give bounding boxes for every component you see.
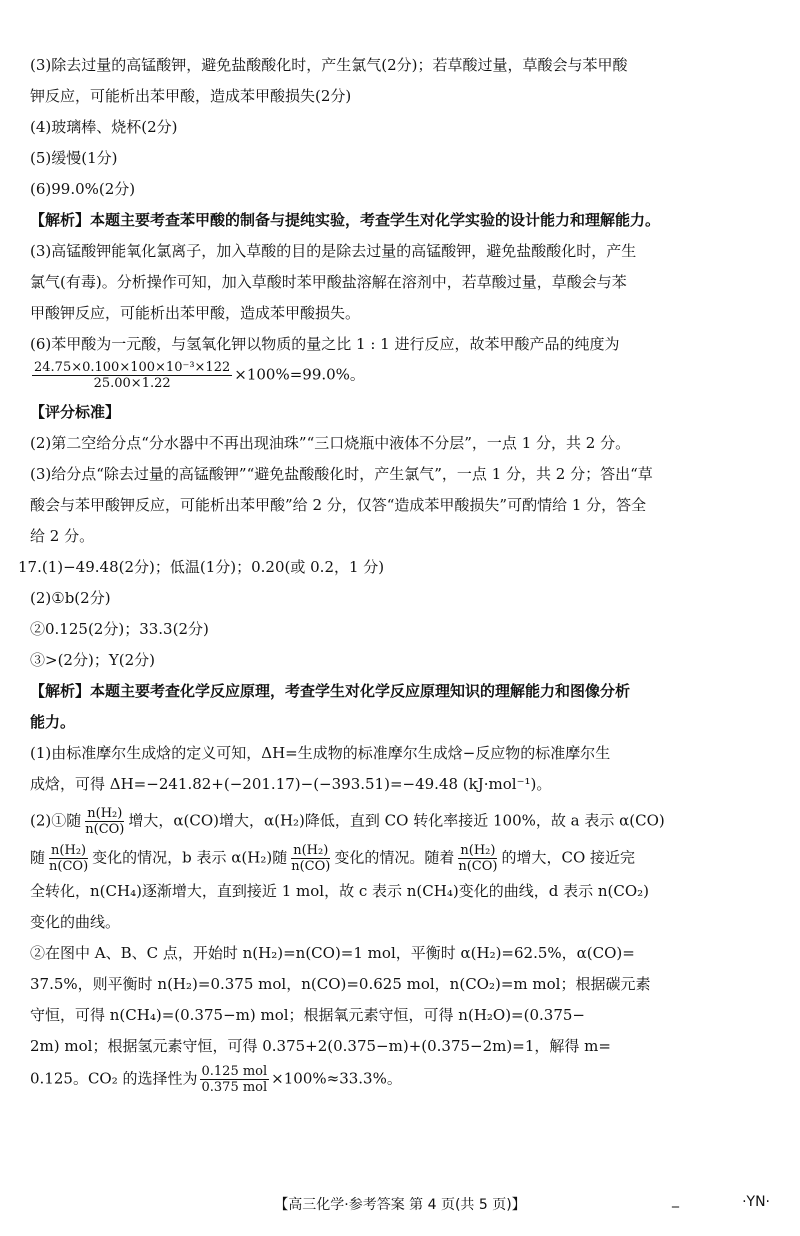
- analysis-17-title-cont: 能力。: [30, 713, 76, 731]
- explain-16-3a: (3)高锰酸钾能氧化氯离子，加入草酸的目的是除去过量的高锰酸钾，避免盐酸酸化时，产生: [30, 242, 637, 260]
- explain-17-2b: [30, 843, 770, 874]
- answer-16-4: (4)玻璃棒、烧杯(2分): [30, 118, 178, 136]
- text: ×100%≈33.3%。: [271, 1069, 402, 1088]
- explain-17-2-2c: 守恒，可得 n(CH₄)=(0.375−m) mol；根据氧元素守恒，可得 n(H₂O)=(0.375−: [30, 1006, 585, 1024]
- answer-17-2c: ③>(2分)；Y(2分): [30, 651, 155, 669]
- explain-17-2-2b: 37.5%，则平衡时 n(H₂)=0.375 mol，n(CO)=0.625 mol，n(CO₂)=m mol；根据碳元素: [30, 975, 651, 993]
- selectivity-fraction: [200, 1064, 270, 1095]
- explain-17-2a: [30, 806, 770, 837]
- explain-17-2-2a: ②在图中 A、B、C 点，开始时 n(H₂)=n(CO)=1 mol，平衡时 α(H₂)=62.5%，α(CO)=: [30, 944, 635, 962]
- ratio-num: n(H₂): [87, 806, 123, 821]
- explain-17-2-2e: [30, 1064, 770, 1095]
- answer-16-3: (3)除去过量的高锰酸钾，避免盐酸酸化时，产生氯气(2分)；若草酸过量，草酸会与苯甲酸: [30, 56, 628, 74]
- footer-mark: _: [672, 1192, 679, 1208]
- ratio-num: n(H₂): [51, 843, 87, 858]
- explain-16-6a: (6)苯甲酸为一元酸，与氢氧化钾以物质的量之比 1 : 1 进行反应，故苯甲酸产品的纯度为: [30, 335, 620, 353]
- ratio-num: n(H₂): [293, 843, 329, 858]
- analysis-tag: 【解析】: [30, 682, 91, 700]
- ratio-fraction: [83, 806, 126, 837]
- ratio-den: n(CO): [85, 822, 125, 837]
- ratio-fraction: [47, 843, 90, 874]
- explain-17-2d: 变化的曲线。: [30, 913, 121, 931]
- answer-17-2b: ②0.125(2分)；33.3(2分): [30, 620, 209, 638]
- scoring-heading: 【评分标准】: [30, 403, 121, 421]
- ratio-fraction: [456, 843, 499, 874]
- purity-result: ×100%=99.0%。: [234, 365, 365, 384]
- selectivity-num: 0.125 mol: [201, 1064, 268, 1079]
- text: 随: [30, 848, 46, 867]
- analysis-17-title: 本题主要考查化学反应原理，考查学生对化学反应原理知识的理解能力和图像分析: [90, 682, 631, 700]
- explain-17-2c: 全转化，n(CH₄)逐渐增大，直到接近 1 mol，故 c 表示 n(CH₄)变化的曲线，d 表示 n(CO₂): [30, 882, 650, 900]
- purity-fraction: [32, 360, 232, 391]
- purity-fraction-num: 24.75×0.100×100×10⁻³×122: [34, 360, 231, 375]
- text: 0.125。CO₂ 的选择性为: [30, 1069, 198, 1088]
- answer-16-5: (5)缓慢(1分): [30, 149, 118, 167]
- purity-fraction-den: 25.00×1.22: [93, 376, 171, 391]
- footer-code: ·YN·: [742, 1194, 770, 1210]
- text: 变化的情况。随着: [334, 848, 455, 867]
- analysis-17-heading: [30, 682, 770, 701]
- ratio-num: n(H₂): [460, 843, 496, 858]
- text: (2)①随: [30, 811, 82, 830]
- answer-17-1: 17.(1)−49.48(2分)；低温(1分)；0.20(或 0.2，1 分): [18, 558, 385, 576]
- explain-17-1a: (1)由标准摩尔生成焓的定义可知，ΔH=生成物的标准摩尔生成焓−反应物的标准摩尔生: [30, 744, 611, 762]
- answer-17-2: (2)①b(2分): [30, 589, 111, 607]
- scoring-16-3a: (3)给分点“除去过量的高锰酸钾”“避免盐酸酸化时，产生氯气”，一点 1 分，共 2 分；答出“草: [30, 465, 653, 483]
- explain-16-3b: 氯气(有毒)。分析操作可知，加入草酸时苯甲酸盐溶解在溶剂中，若草酸过量，草酸会与苯: [30, 273, 627, 291]
- text: 变化的情况，b 表示 α(H₂)随: [92, 848, 288, 867]
- ratio-den: n(CO): [458, 859, 498, 874]
- scoring-16-2: (2)第二空给分点“分水器中不再出现油珠”“三口烧瓶中液体不分层”，一点 1 分，共 2 分。: [30, 434, 631, 452]
- selectivity-den: 0.375 mol: [201, 1080, 268, 1095]
- text: 增大，α(CO)增大，α(H₂)降低，直到 CO 转化率接近 100%，故 a 表示 α(CO): [128, 811, 665, 830]
- text: 的增大，CO 接近完: [501, 848, 636, 867]
- scoring-16-3b: 酸会与苯甲酸钾反应，可能析出苯甲酸”给 2 分，仅答“造成苯甲酸损失”可酌情给 1 分，答全: [30, 496, 647, 514]
- footer-page-info: 【高三化学·参考答案 第 4 页(共 5 页)】: [274, 1197, 526, 1213]
- analysis-16-title: 本题主要考查苯甲酸的制备与提纯实验，考查学生对化学实验的设计能力和理解能力。: [90, 211, 661, 229]
- explain-17-1b: 成焓，可得 ΔH=−241.82+(−201.17)−(−393.51)=−49.48 (kJ·mol⁻¹)。: [30, 775, 552, 793]
- ratio-den: n(CO): [49, 859, 89, 874]
- answer-16-3-cont: 钾反应，可能析出苯甲酸，造成苯甲酸损失(2分): [30, 87, 352, 105]
- analysis-16-heading: [30, 211, 770, 230]
- analysis-tag: 【解析】: [30, 211, 91, 229]
- explain-16-3c: 甲酸钾反应，可能析出苯甲酸，造成苯甲酸损失。: [30, 304, 361, 322]
- ratio-fraction: [289, 843, 332, 874]
- ratio-den: n(CO): [291, 859, 331, 874]
- explain-17-2-2d: 2m) mol；根据氢元素守恒，可得 0.375+2(0.375−m)+(0.375−2m)=1，解得 m=: [30, 1037, 611, 1055]
- scoring-16-3c: 给 2 分。: [30, 527, 95, 545]
- explain-16-6-formula: [30, 360, 770, 391]
- answer-16-6: (6)99.0%(2分): [30, 180, 136, 198]
